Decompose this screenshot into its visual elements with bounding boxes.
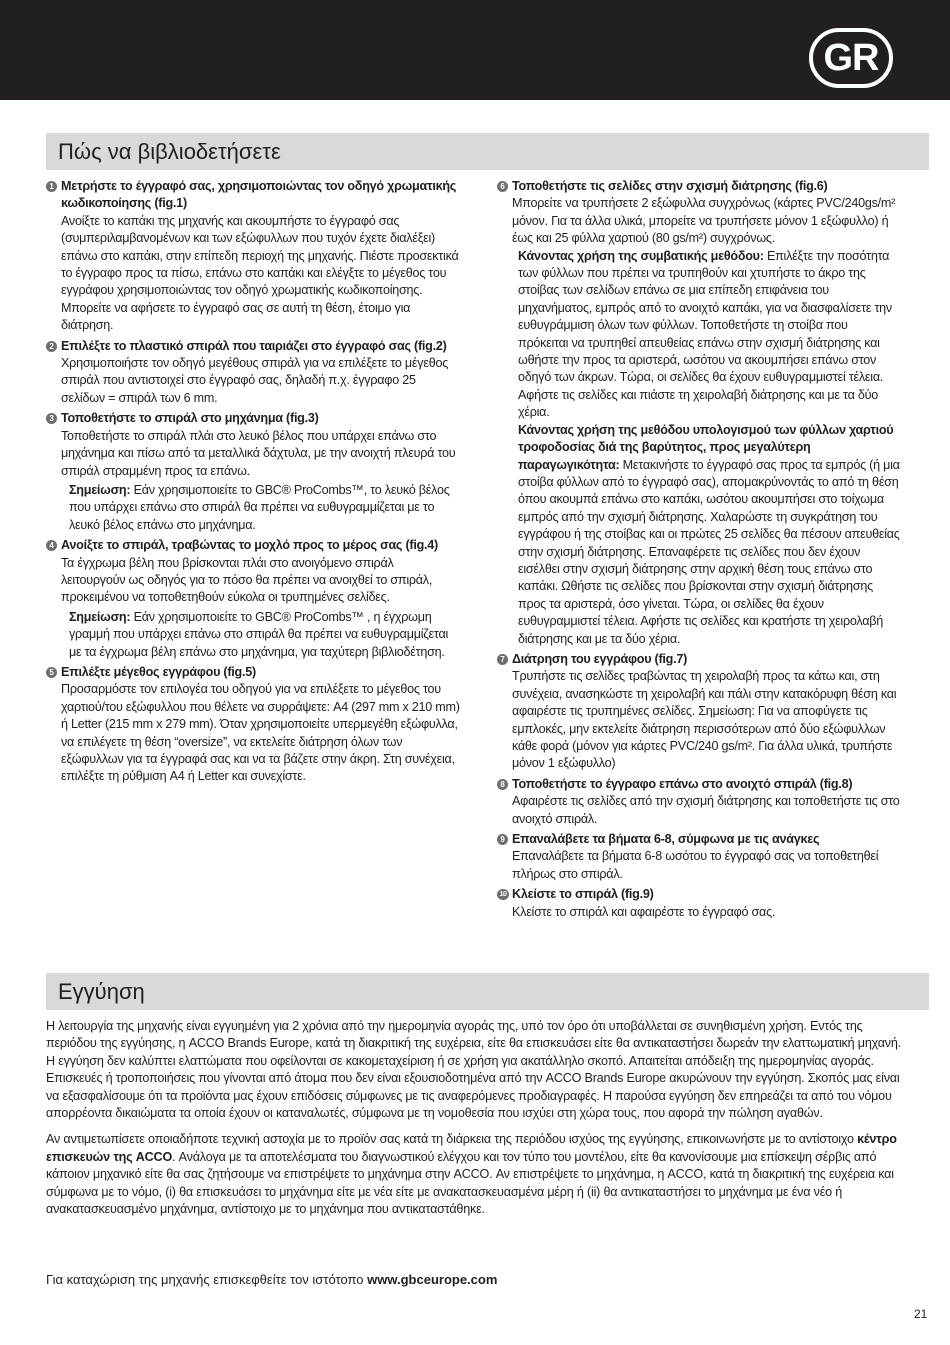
step-body: Χρησιμοποιήστε τον οδηγό μεγέθους σπιράλ για να επιλέξετε το μέγεθος σπιράλ που αντιστοιχεί στο έγγραφό σας, δηλαδή π.χ. έγγραφο 25 σελίδων = σπιράλ των 6 mm. bbox=[61, 356, 449, 405]
section-title-warranty: Εγγύηση bbox=[58, 979, 145, 1004]
step-number-badge: 1 bbox=[46, 181, 57, 192]
page-number: 21 bbox=[914, 1307, 928, 1321]
step-note bbox=[61, 609, 461, 661]
method-label: Κάνοντας χρήση της συμβατικής μεθόδου: bbox=[518, 248, 764, 263]
step-body: Αφαιρέστε τις σελίδες από την σχισμή διάτρησης και τοποθετήστε τις στο ανοιχτό σπιράλ. bbox=[512, 794, 900, 826]
warranty-paragraph-2 bbox=[46, 1131, 906, 1218]
service-centre-emphasis: κέντρο επισκευών της ACCO bbox=[46, 1132, 897, 1164]
registration-line bbox=[46, 1272, 497, 1287]
step-body: Κλείστε το σπιράλ και αφαιρέστε το έγγραφό σας. bbox=[512, 904, 776, 919]
step-number-badge: 8 bbox=[497, 779, 508, 790]
step-number-badge: 4 bbox=[46, 540, 57, 551]
step-number-badge: 9 bbox=[497, 834, 508, 845]
step-title: Τοποθετήστε τις σελίδες στην σχισμή διάτρησης (fig.6) bbox=[512, 179, 828, 193]
step-10 bbox=[497, 886, 900, 921]
step-title: Επαναλάβετε τα βήματα 6-8, σύμφωνα με τις ανάγκες bbox=[512, 832, 820, 847]
step-body: Προσαρμόστε τον επιλογέα του οδηγού για να επιλέξετε το μέγεθος του χαρτιού/του εξώφυλλου που θέλετε να συρράψετε: A4 (297 mm x 210 mm) ή Letter (215 mm x 279 mm). Όταν χρησιμοποιείτε υπερμεγέθη εξώφυλλα, να επιλέγετε τη θέση “oversize”, να εκτελείτε διάτρηση όλων των εξώφυλλων για τα έγγραφά σας και να τα βάζετε στην άκρη. Στη συνέχεια, επιλέξτε τη ρύθμιση A4 ή Letter και συνεχίστε. bbox=[61, 682, 460, 784]
warranty-text-span: Αν αντιμετωπίσετε οποιαδήποτε τεχνική αστοχία με το προϊόν σας κατά τη διάρκεια της περιόδου ισχύος της εγγύησης, επικοινωνήστε με το αντίστοιχο bbox=[46, 1132, 858, 1147]
step-note bbox=[61, 482, 461, 534]
step-title: Μετρήστε το έγγραφό σας, χρησιμοποιώντας τον οδηγό χρωματικής κωδικοποίησης (fig.1) bbox=[61, 179, 457, 211]
step-9 bbox=[497, 831, 900, 883]
section-title-binding: Πώς να βιβλιοδετήσετε bbox=[58, 139, 281, 164]
step-title: Επιλέξτε μέγεθος εγγράφου (fig.5) bbox=[61, 664, 256, 679]
note-label: Σημείωση: bbox=[69, 609, 131, 624]
step-2 bbox=[46, 338, 461, 408]
instructions-left-column bbox=[46, 178, 461, 789]
warranty-text bbox=[46, 1018, 906, 1227]
step-6 bbox=[497, 178, 900, 648]
step-number-badge: 10 bbox=[497, 889, 509, 900]
step-body: Τα έγχρωμα βέλη που βρίσκονται πλάι στο ανοιγόμενο σπιράλ λειτουργούν ως οδηγός για το πόσο θα πρέπει να ανοιχθεί το σπιράλ, προκειμένου να τοποθετηθούν εύκολα οι τρυπημένες σελίδες. bbox=[61, 555, 433, 605]
step-title: Επιλέξτε το πλαστικό σπιράλ που ταιριάζει στο έγγραφό σας (fig.2) bbox=[61, 338, 447, 353]
note-label: Σημείωση: bbox=[69, 482, 131, 497]
step-7 bbox=[497, 651, 900, 773]
step-number-badge: 7 bbox=[497, 654, 508, 665]
language-badge: GR bbox=[809, 28, 893, 88]
step-title: Ανοίξτε το σπιράλ, τραβώντας το μοχλό προς το μέρος σας (fig.4) bbox=[61, 538, 439, 553]
step-5 bbox=[46, 664, 461, 786]
step-1 bbox=[46, 178, 461, 335]
section-header-warranty bbox=[46, 973, 929, 1010]
website-link[interactable]: www.gbceurope.com bbox=[367, 1272, 498, 1287]
section-header-binding bbox=[46, 133, 929, 170]
step-title: Διάτρηση του εγγράφου (fig.7) bbox=[512, 651, 688, 666]
instructions-right-column bbox=[497, 178, 900, 924]
warranty-text-span: . Ανάλογα με τα αποτελέσματα του διαγνωστικού ελέγχου και τον τύπο του μοντέλου, είτε θα κανονίσουμε μια επίσκεψη σέρβις από κάποιον μηχανικό είτε θα σας ζητήσουμε να επιστρέψετε το μηχάνημα στην ACCO. Αν επιστρέψετε το μηχάνημα, η ACCO, κατά τη διακριτική της ευχέρεια και σύμφωνα με το νόμο, (i) θα επισκευάσει το μηχάνημα είτε με νέα είτε με ανακατασκευασμένα μέρη ή (ii) θα αντικαταστήσει το μηχάνημα με ένα νέο ή ανακατασκευασμένο μηχάνημα, αντίστοιχο με το μηχάνημα που αντικαταστάθηκε. bbox=[46, 1149, 894, 1217]
warranty-paragraph-1: Η λειτουργία της μηχανής είναι εγγυημένη για 2 χρόνια από την ημερομηνία αγοράς της, υπό τον όρο ότι υποβάλλεται σε συνηθισμένη χρήση. Εντός της περιόδου της εγγύησης, η ACCO Brands Europe, κατά τη διακριτική της ευχέρεια, είτε θα επισκευάσει είτε θα αντικαταστήσει δωρεάν την ελαττωματική μηχανή. Η εγγύηση δεν καλύπτει ελαττώματα που οφείλονται σε κακομεταχείριση ή σε χρήση για ακατάλληλο σκοπό. Απαιτείται απόδειξη της ημερομηνίας αγοράς. Επισκευές ή τροποποιήσεις που γίνονται από άτομα που δεν είναι εξουσιοδοτημένα από την ACCO Brands Europe ακυρώνουν την εγγύηση. Σκοπός μας είναι να εξασφαλίσουμε ότι τα προϊόντα μας έχουν επιδόσεις σύμφωνες με τις αναφερόμενες προδιαγραφές. Η παρούσα εγγύηση δεν επηρεάζει τα από του νόμου απορρέοντα δικαιώματα τα οποία έχουν οι καταναλωτές, σύμφωνα με τη νομοθεσία που ισχύει στη χώρα τους, που αφορά την πώληση αγαθών. bbox=[46, 1019, 901, 1121]
step-number-badge: 5 bbox=[46, 667, 57, 678]
step-number-badge: 2 bbox=[46, 341, 57, 352]
method-text: Επιλέξτε την ποσότητα των φύλλων που πρέπει να τρυπηθούν και χτυπήστε το άκρο της στοίβας των σελίδων επάνω σε μια επίπεδη επιφάνεια του μηχανήματος, εμπρός από το ανοιχτό καπάκι, για να διασφαλίσετε την ευθυγράμμιση όλων των φύλλων. Τοποθετήστε τη στοίβα που πρόκειται να τρυπηθεί απευθείας επάνω στην σχισμή διάτρησης και ωθήστε την προς τα αριστερά, ωσότου να ακουμπήσει επάνω στον οδηγό των άκρων. Τώρα, οι σελίδες θα έχουν ευθυγραμμιστεί τέλεια. Αφήστε τις σελίδες και πιάστε τη χειρολαβή διάτρησης και με τα δύο χέρια. bbox=[518, 248, 892, 420]
note-text: Εάν χρησιμοποιείτε το GBC® ProCombs™, το λευκό βέλος που υπάρχει επάνω στο σπιράλ θα πρέπει να ευθυγραμμίζεται με το λευκό βέλος επάνω στο μηχάνημα. bbox=[69, 482, 450, 532]
conventional-method bbox=[512, 248, 900, 422]
note-text: Εάν χρησιμοποιείτε το GBC® ProCombs™ , η έγχρωμη γραμμή που υπάρχει επάνω στο σπιράλ θα πρέπει να ευθυγραμμίζεται με τα έγχρωμα βέλη επάνω στο μηχάνημα, για ταχύτερη βιβλιοδέτηση. bbox=[69, 609, 449, 659]
step-title: Τοποθετήστε το σπιράλ στο μηχάνημα (fig.3) bbox=[61, 411, 319, 426]
step-body: Τοποθετήστε το σπιράλ πλάι στο λευκό βέλος που υπάρχει επάνω στο μηχάνημα και πίσω από τα μεταλλικά δάχτυλα, με την ανοιχτή πλευρά του σπιράλ στραμμένη προς τα επάνω. bbox=[61, 428, 456, 478]
step-8 bbox=[497, 776, 900, 828]
step-body: Επαναλάβετε τα βήματα 6-8 ωσότου το έγγραφό σας να τοποθετηθεί πλήρως στο σπιράλ. bbox=[512, 849, 879, 881]
header-bar bbox=[0, 0, 950, 100]
step-body: Μπορείτε να τρυπήσετε 2 εξώφυλλα συγχρόνως (κάρτες PVC/240gs/m² μόνον. Για τα άλλα υλικά, μπορείτε να τρυπήσετε μόνον 1 εξώφυλλο) ή έως και 25 φύλλα χαρτιού (80 gs/m²) συγχρόνως. bbox=[512, 196, 896, 246]
step-body: Ανοίξτε το καπάκι της μηχανής και ακουμπήστε το έγγραφό σας (συμπεριλαμβανομένων και των εξώφυλλων που τυχόν έχετε διαλέξει) επάνω στο καπάκι, στην επίπεδη περιοχή της μηχανής. Πιέστε προσεκτικά το έγγραφο προς τα πίσω, επάνω στο καπάκι και ελέγξτε το μέγεθος του εγγράφου χρησιμοποιώντας τον οδηγό χρωματικής κωδικοποίησης. Μπορείτε να αφήσετε το έγγραφό σας σε αυτή τη θέση, έτοιμο για διάτρηση. bbox=[61, 213, 459, 333]
step-3 bbox=[46, 410, 461, 534]
step-number-badge: 3 bbox=[46, 413, 57, 424]
registration-text: Για καταχώριση της μηχανής επισκεφθείτε τον ιστότοπο bbox=[46, 1272, 368, 1287]
gravity-method bbox=[512, 422, 900, 648]
step-number-badge: 6 bbox=[497, 181, 508, 192]
method-text: Μετακινήστε το έγγραφό σας προς τα εμπρός (ή μια στοίβα φύλλων από το έγγραφό σας), απομακρύνοντάς το από τη θέση όπου ακουμπά επάνω στο καπάκι, ωσότου ακουμπήσει στο τοίχωμα εμπρός από την σχισμή διάτρησης. Χαλαρώστε τη συγκράτηση του εγγράφου ή της στοίβας και οι πρώτες 25 σελίδες θα πέσουν απευθείας στην σχισμή διάτρησης. Επαναφέρετε τις σελίδες που δεν έχουν εισέλθει στην σχισμή διάτρησης στην αρχική θέση τους επάνω στο καπάκι. Ωθήστε τις σελίδες που βρίσκονται στην σχισμή διάτρησης προς τα αριστερά, όσο γίνεται. Τώρα, οι σελίδες θα έχουν ευθυγραμμιστεί τέλεια. Αφήστε τις σελίδες και κρατήστε τη χειρολαβή διάτρησης και με τα δύο χέρια. bbox=[518, 457, 900, 646]
step-title: Τοποθετήστε το έγγραφο επάνω στο ανοιχτό σπιράλ (fig.8) bbox=[512, 776, 853, 791]
step-body: Τρυπήστε τις σελίδες τραβώντας τη χειρολαβή προς τα κάτω και, στη συνέχεια, ανασηκώστε τη χειρολαβή και πάλι στην κατακόρυφη θέση και αφαιρέστε τις τρυπημένες σελίδες. Σημείωση: Για να αποφύγετε τις εμπλοκές, μην εκτελείτε διάτρηση περισσότερων από δύο εξώφυλλων κάθε φορά (μόνον για κάρτες PVC/240 gs/m². Για άλλα υλικά, τρυπήστε μόνον 1 εξώφυλλο) bbox=[512, 669, 897, 771]
step-4 bbox=[46, 537, 461, 661]
step-title: Κλείστε το σπιράλ (fig.9) bbox=[512, 887, 654, 902]
method-label: Κάνοντας χρήση της μεθόδου υπολογισμού των φύλλων χαρτιού τροφοδοσίας διά της βαρύτητος, προς μεγαλύτερη παραγωγικότητα: bbox=[518, 422, 894, 472]
